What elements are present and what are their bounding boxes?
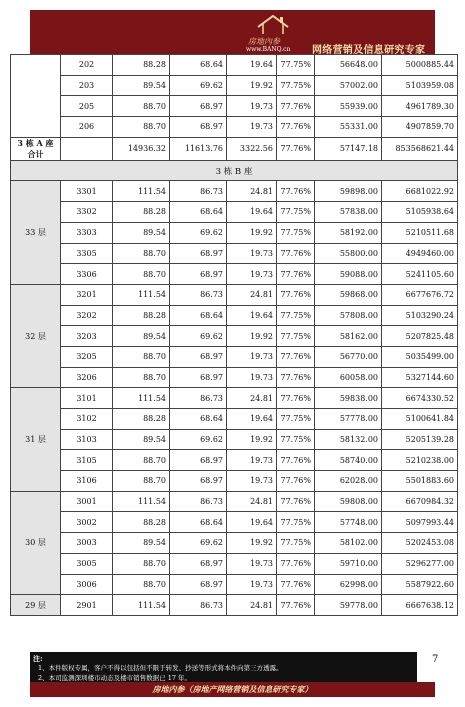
room-cell: 3005 bbox=[61, 553, 113, 574]
room-cell: 3203 bbox=[61, 326, 113, 347]
room-cell: 3305 bbox=[61, 243, 113, 264]
value-cell: 5296277.00 bbox=[382, 553, 458, 574]
price-table bbox=[10, 54, 458, 616]
value-cell: 77.75% bbox=[277, 533, 315, 554]
table-row bbox=[11, 388, 458, 409]
value-cell: 58740.00 bbox=[315, 450, 382, 471]
value-cell: 3322.56 bbox=[227, 137, 277, 160]
value-cell: 6681022.92 bbox=[382, 181, 458, 202]
table-row bbox=[11, 367, 458, 388]
value-cell: 111.54 bbox=[113, 181, 170, 202]
value-cell: 59868.00 bbox=[315, 284, 382, 305]
footer-band bbox=[30, 682, 435, 697]
value-cell: 89.54 bbox=[113, 326, 170, 347]
value-cell: 853568621.44 bbox=[382, 137, 458, 160]
value-cell: 77.76% bbox=[277, 181, 315, 202]
floor-label: 31 层 bbox=[11, 388, 61, 491]
value-cell: 77.76% bbox=[277, 243, 315, 264]
table-row bbox=[11, 305, 458, 326]
value-cell: 57838.00 bbox=[315, 202, 382, 223]
table-row bbox=[11, 96, 458, 117]
table-row bbox=[11, 181, 458, 202]
section-title: 3 栋 B 座 bbox=[11, 160, 458, 181]
value-cell: 88.70 bbox=[113, 367, 170, 388]
value-cell: 88.70 bbox=[113, 264, 170, 285]
value-cell: 77.75% bbox=[277, 55, 315, 76]
room-cell bbox=[61, 137, 113, 160]
value-cell: 59088.00 bbox=[315, 264, 382, 285]
value-cell: 57778.00 bbox=[315, 409, 382, 430]
floor-cell bbox=[11, 55, 61, 138]
table-row bbox=[11, 595, 458, 616]
value-cell: 68.97 bbox=[170, 264, 227, 285]
note-label: 注: bbox=[33, 654, 43, 663]
table-row bbox=[11, 574, 458, 595]
value-cell: 89.54 bbox=[113, 222, 170, 243]
value-cell: 68.64 bbox=[170, 55, 227, 76]
value-cell: 88.70 bbox=[113, 553, 170, 574]
value-cell: 60058.00 bbox=[315, 367, 382, 388]
value-cell: 77.76% bbox=[277, 367, 315, 388]
value-cell: 59898.00 bbox=[315, 181, 382, 202]
table-row bbox=[11, 533, 458, 554]
value-cell: 19.73 bbox=[227, 574, 277, 595]
value-cell: 68.64 bbox=[170, 409, 227, 430]
table-row bbox=[11, 117, 458, 138]
value-cell: 6674330.52 bbox=[382, 388, 458, 409]
floor-label: 32 层 bbox=[11, 284, 61, 387]
value-cell: 77.76% bbox=[277, 388, 315, 409]
value-cell: 77.75% bbox=[277, 409, 315, 430]
value-cell: 19.73 bbox=[227, 367, 277, 388]
footer-band-text: 房地内参（房地产网络营销及信息研究专家） bbox=[152, 684, 313, 694]
value-cell: 5105938.64 bbox=[382, 202, 458, 223]
value-cell: 57808.00 bbox=[315, 305, 382, 326]
value-cell: 69.62 bbox=[170, 222, 227, 243]
value-cell: 59808.00 bbox=[315, 491, 382, 512]
table-row bbox=[11, 75, 458, 96]
value-cell: 14936.32 bbox=[113, 137, 170, 160]
value-cell: 69.62 bbox=[170, 533, 227, 554]
value-cell: 59710.00 bbox=[315, 553, 382, 574]
value-cell: 77.76% bbox=[277, 346, 315, 367]
value-cell: 57147.18 bbox=[315, 137, 382, 160]
value-cell: 6670984.32 bbox=[382, 491, 458, 512]
value-cell: 4907859.70 bbox=[382, 117, 458, 138]
room-cell: 3102 bbox=[61, 409, 113, 430]
note-2: 2、本司监测深圳楼市动态及楼市销售数据已 17 年。 bbox=[38, 674, 192, 682]
table-row bbox=[11, 346, 458, 367]
value-cell: 57748.00 bbox=[315, 512, 382, 533]
value-cell: 19.92 bbox=[227, 429, 277, 450]
value-cell: 6677676.72 bbox=[382, 284, 458, 305]
value-cell: 5103290.24 bbox=[382, 305, 458, 326]
house-logo-icon bbox=[256, 14, 290, 36]
value-cell: 111.54 bbox=[113, 491, 170, 512]
room-cell: 205 bbox=[61, 96, 113, 117]
value-cell: 19.73 bbox=[227, 96, 277, 117]
value-cell: 19.73 bbox=[227, 450, 277, 471]
value-cell: 88.28 bbox=[113, 202, 170, 223]
value-cell: 77.76% bbox=[277, 553, 315, 574]
section-row bbox=[11, 160, 458, 181]
table-row bbox=[11, 326, 458, 347]
value-cell: 24.81 bbox=[227, 491, 277, 512]
value-cell: 111.54 bbox=[113, 388, 170, 409]
value-cell: 24.81 bbox=[227, 284, 277, 305]
value-cell: 86.73 bbox=[170, 284, 227, 305]
value-cell: 77.75% bbox=[277, 326, 315, 347]
value-cell: 19.73 bbox=[227, 117, 277, 138]
value-cell: 5501883.60 bbox=[382, 471, 458, 492]
value-cell: 77.75% bbox=[277, 75, 315, 96]
value-cell: 88.70 bbox=[113, 471, 170, 492]
table-row bbox=[11, 512, 458, 533]
value-cell: 58102.00 bbox=[315, 533, 382, 554]
value-cell: 111.54 bbox=[113, 595, 170, 616]
value-cell: 19.73 bbox=[227, 471, 277, 492]
summary-label: 3 栋 A 座合计 bbox=[11, 137, 61, 160]
value-cell: 88.70 bbox=[113, 346, 170, 367]
value-cell: 58192.00 bbox=[315, 222, 382, 243]
value-cell: 77.75% bbox=[277, 512, 315, 533]
value-cell: 59838.00 bbox=[315, 388, 382, 409]
value-cell: 19.73 bbox=[227, 553, 277, 574]
value-cell: 88.28 bbox=[113, 512, 170, 533]
value-cell: 5587922.60 bbox=[382, 574, 458, 595]
page-header bbox=[30, 10, 435, 54]
value-cell: 4949460.00 bbox=[382, 243, 458, 264]
table-row bbox=[11, 553, 458, 574]
value-cell: 24.81 bbox=[227, 595, 277, 616]
value-cell: 19.92 bbox=[227, 326, 277, 347]
value-cell: 68.64 bbox=[170, 512, 227, 533]
value-cell: 88.70 bbox=[113, 243, 170, 264]
table-row bbox=[11, 243, 458, 264]
value-cell: 56770.00 bbox=[315, 346, 382, 367]
value-cell: 77.75% bbox=[277, 222, 315, 243]
room-cell: 3105 bbox=[61, 450, 113, 471]
value-cell: 5207825.48 bbox=[382, 326, 458, 347]
room-cell: 3306 bbox=[61, 264, 113, 285]
value-cell: 24.81 bbox=[227, 181, 277, 202]
value-cell: 57002.00 bbox=[315, 75, 382, 96]
value-cell: 56648.00 bbox=[315, 55, 382, 76]
value-cell: 68.97 bbox=[170, 367, 227, 388]
value-cell: 11613.76 bbox=[170, 137, 227, 160]
floor-label: 29 层 bbox=[11, 595, 61, 616]
value-cell: 5000885.44 bbox=[382, 55, 458, 76]
room-cell: 202 bbox=[61, 55, 113, 76]
value-cell: 77.76% bbox=[277, 137, 315, 160]
room-cell: 3006 bbox=[61, 574, 113, 595]
floor-label: 30 层 bbox=[11, 491, 61, 594]
value-cell: 58162.00 bbox=[315, 326, 382, 347]
table-row bbox=[11, 222, 458, 243]
room-cell: 3201 bbox=[61, 284, 113, 305]
value-cell: 77.75% bbox=[277, 429, 315, 450]
note-1: 1、本件版权专属，客户不得以包括但不限于转发、抄送等形式将本件向第三方透露。 bbox=[38, 664, 283, 672]
value-cell: 89.54 bbox=[113, 533, 170, 554]
value-cell: 5210511.68 bbox=[382, 222, 458, 243]
value-cell: 68.97 bbox=[170, 243, 227, 264]
value-cell: 69.62 bbox=[170, 429, 227, 450]
value-cell: 68.97 bbox=[170, 553, 227, 574]
room-cell: 3002 bbox=[61, 512, 113, 533]
value-cell: 88.28 bbox=[113, 305, 170, 326]
table-row bbox=[11, 471, 458, 492]
room-cell: 3202 bbox=[61, 305, 113, 326]
room-cell: 3103 bbox=[61, 429, 113, 450]
table-row bbox=[11, 491, 458, 512]
value-cell: 86.73 bbox=[170, 595, 227, 616]
value-cell: 5210238.00 bbox=[382, 450, 458, 471]
value-cell: 19.64 bbox=[227, 305, 277, 326]
value-cell: 77.76% bbox=[277, 450, 315, 471]
value-cell: 24.81 bbox=[227, 388, 277, 409]
value-cell: 68.97 bbox=[170, 574, 227, 595]
value-cell: 59778.00 bbox=[315, 595, 382, 616]
value-cell: 19.92 bbox=[227, 222, 277, 243]
value-cell: 88.70 bbox=[113, 574, 170, 595]
value-cell: 86.73 bbox=[170, 491, 227, 512]
floor-label: 33 层 bbox=[11, 181, 61, 284]
value-cell: 88.28 bbox=[113, 55, 170, 76]
value-cell: 58132.00 bbox=[315, 429, 382, 450]
value-cell: 69.62 bbox=[170, 326, 227, 347]
value-cell: 19.92 bbox=[227, 533, 277, 554]
room-cell: 3101 bbox=[61, 388, 113, 409]
value-cell: 77.76% bbox=[277, 471, 315, 492]
logo-text: 房地內参 bbox=[248, 37, 280, 46]
value-cell: 88.70 bbox=[113, 96, 170, 117]
value-cell: 68.97 bbox=[170, 96, 227, 117]
value-cell: 86.73 bbox=[170, 181, 227, 202]
table-row bbox=[11, 450, 458, 471]
room-cell: 2901 bbox=[61, 595, 113, 616]
value-cell: 77.76% bbox=[277, 491, 315, 512]
value-cell: 77.75% bbox=[277, 202, 315, 223]
value-cell: 77.75% bbox=[277, 305, 315, 326]
value-cell: 88.28 bbox=[113, 409, 170, 430]
value-cell: 19.73 bbox=[227, 346, 277, 367]
room-cell: 3206 bbox=[61, 367, 113, 388]
summary-row bbox=[11, 137, 458, 160]
value-cell: 111.54 bbox=[113, 284, 170, 305]
room-cell: 3001 bbox=[61, 491, 113, 512]
value-cell: 5327144.60 bbox=[382, 367, 458, 388]
value-cell: 77.76% bbox=[277, 264, 315, 285]
table-row bbox=[11, 284, 458, 305]
value-cell: 68.97 bbox=[170, 471, 227, 492]
table-row bbox=[11, 429, 458, 450]
logo-url: www.BANQ.cn bbox=[246, 46, 291, 53]
footer-notes bbox=[30, 652, 417, 682]
value-cell: 68.97 bbox=[170, 450, 227, 471]
header-title: 网络营销及信息研究专家 bbox=[312, 45, 426, 56]
value-cell: 6667638.12 bbox=[382, 595, 458, 616]
value-cell: 77.76% bbox=[277, 284, 315, 305]
table-row bbox=[11, 264, 458, 285]
page-number: 7 bbox=[432, 654, 439, 665]
value-cell: 68.64 bbox=[170, 305, 227, 326]
value-cell: 5202453.08 bbox=[382, 533, 458, 554]
value-cell: 55939.00 bbox=[315, 96, 382, 117]
room-cell: 203 bbox=[61, 75, 113, 96]
value-cell: 19.73 bbox=[227, 264, 277, 285]
value-cell: 5035499.00 bbox=[382, 346, 458, 367]
value-cell: 77.76% bbox=[277, 96, 315, 117]
value-cell: 68.97 bbox=[170, 117, 227, 138]
room-cell: 3301 bbox=[61, 181, 113, 202]
room-cell: 3205 bbox=[61, 346, 113, 367]
value-cell: 19.64 bbox=[227, 512, 277, 533]
value-cell: 55800.00 bbox=[315, 243, 382, 264]
room-cell: 206 bbox=[61, 117, 113, 138]
value-cell: 4961789.30 bbox=[382, 96, 458, 117]
value-cell: 88.70 bbox=[113, 117, 170, 138]
room-cell: 3303 bbox=[61, 222, 113, 243]
table-row bbox=[11, 202, 458, 223]
value-cell: 62998.00 bbox=[315, 574, 382, 595]
value-cell: 69.62 bbox=[170, 75, 227, 96]
value-cell: 89.54 bbox=[113, 429, 170, 450]
value-cell: 5205139.28 bbox=[382, 429, 458, 450]
value-cell: 5100641.84 bbox=[382, 409, 458, 430]
value-cell: 19.64 bbox=[227, 202, 277, 223]
value-cell: 19.73 bbox=[227, 243, 277, 264]
value-cell: 19.92 bbox=[227, 75, 277, 96]
value-cell: 77.76% bbox=[277, 574, 315, 595]
value-cell: 19.64 bbox=[227, 55, 277, 76]
value-cell: 5241105.60 bbox=[382, 264, 458, 285]
value-cell: 19.64 bbox=[227, 409, 277, 430]
value-cell: 55331.00 bbox=[315, 117, 382, 138]
table-row bbox=[11, 409, 458, 430]
value-cell: 89.54 bbox=[113, 75, 170, 96]
value-cell: 86.73 bbox=[170, 388, 227, 409]
value-cell: 88.70 bbox=[113, 450, 170, 471]
value-cell: 5097993.44 bbox=[382, 512, 458, 533]
value-cell: 68.64 bbox=[170, 202, 227, 223]
room-cell: 3302 bbox=[61, 202, 113, 223]
value-cell: 5103959.08 bbox=[382, 75, 458, 96]
table-row bbox=[11, 55, 458, 76]
room-cell: 3106 bbox=[61, 471, 113, 492]
value-cell: 77.76% bbox=[277, 595, 315, 616]
value-cell: 62028.00 bbox=[315, 471, 382, 492]
value-cell: 68.97 bbox=[170, 346, 227, 367]
room-cell: 3003 bbox=[61, 533, 113, 554]
value-cell: 77.76% bbox=[277, 117, 315, 138]
